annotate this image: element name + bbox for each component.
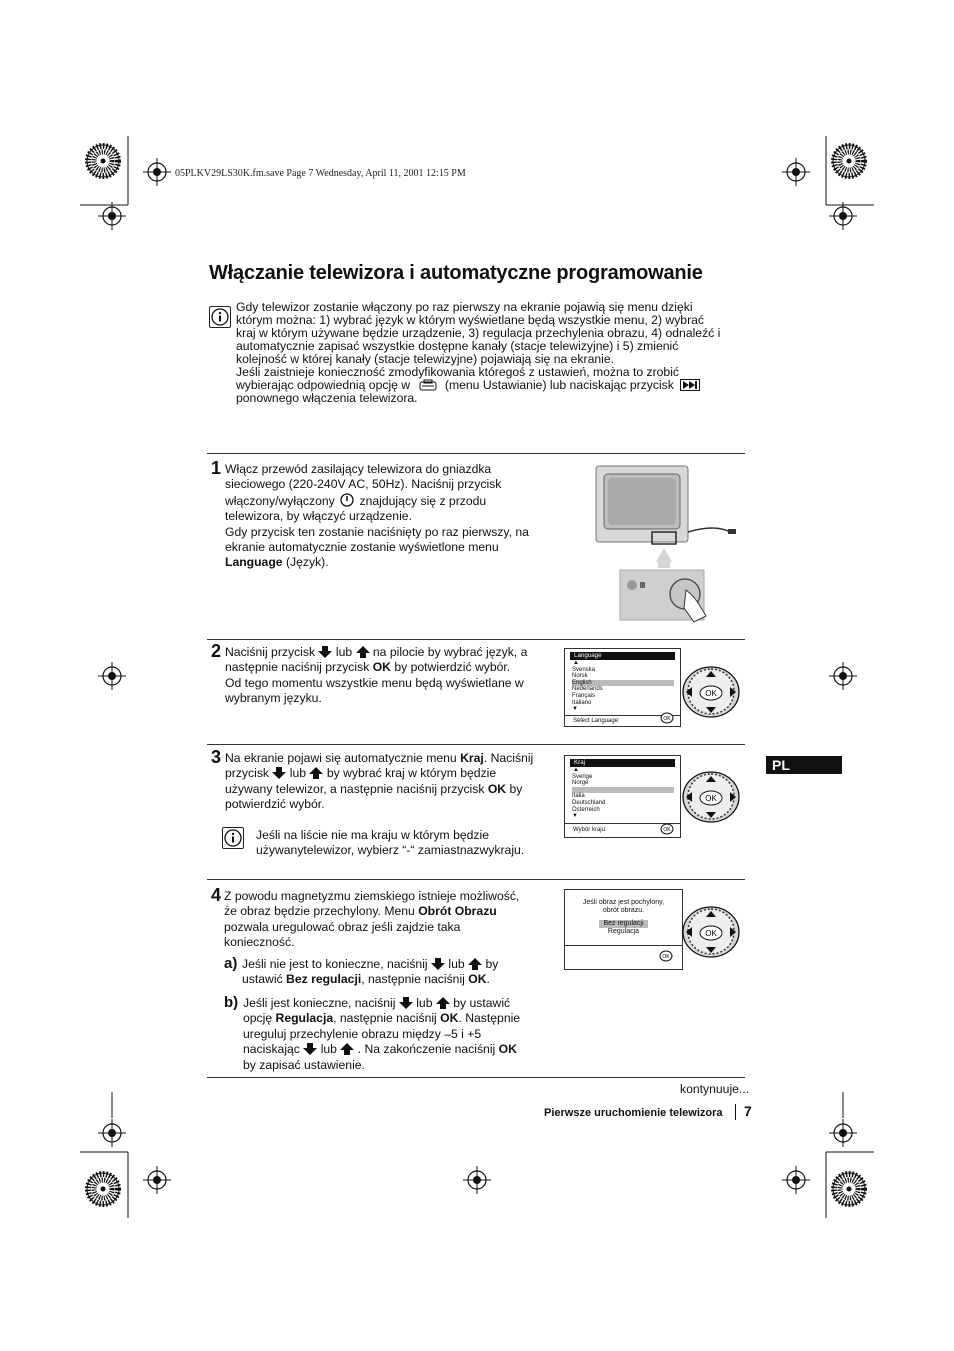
- language-menu: Language ▲ Svenska Norsk English Nederlands Français Italiano ▼ Select Language: OK: [564, 648, 681, 727]
- step4a-label: a): [224, 955, 238, 972]
- step4-number: 4: [211, 885, 222, 905]
- file-header: 05PLKV29LS30K.fm.save Page 7 Wednesday, April 11, 2001 12:15 PM: [175, 168, 466, 179]
- step2-number: 2: [211, 641, 222, 661]
- up-arrow-icon: [436, 997, 450, 1009]
- language-menu-title: Language: [570, 652, 675, 660]
- step2-rule: [207, 639, 745, 640]
- language-menu-footer: Select Language:: [565, 715, 680, 727]
- language-tab: PL: [766, 756, 842, 774]
- svg-text:OK: OK: [705, 689, 717, 698]
- step1-rule: [207, 453, 745, 454]
- svg-text:OK: OK: [663, 827, 671, 833]
- page-title: Włączanie telewizora i automatyczne programowanie: [209, 262, 703, 284]
- ok-small-icon: [660, 712, 674, 724]
- menu-item-selected: English: [572, 680, 674, 687]
- svg-text:OK: OK: [705, 929, 717, 938]
- menu-item: Svenska: [572, 666, 596, 673]
- info-icon: [222, 827, 244, 849]
- footer-divider: [735, 1104, 736, 1120]
- menu-item-selected: -: [572, 787, 674, 794]
- step1-number: 1: [211, 458, 222, 478]
- setup-menu-icon: [418, 379, 438, 391]
- menu-item: Österreich: [572, 806, 600, 813]
- footer-section: Pierwsze uruchomienie telewizora: [544, 1107, 723, 1119]
- ok-small-icon: [660, 823, 674, 835]
- power-icon: [340, 493, 354, 507]
- tv-illustration: [590, 462, 750, 624]
- step4b-label: b): [224, 994, 239, 1011]
- down-arrow-icon: [318, 646, 332, 658]
- menu-item: Norsk: [572, 673, 588, 680]
- down-arrow-icon: [303, 1043, 317, 1055]
- step3-rule: [207, 744, 745, 745]
- menu-item: Nederlands: [572, 686, 603, 693]
- up-arrow-icon: [468, 958, 482, 970]
- down-arrow-icon: [431, 958, 445, 970]
- step4-rule: [207, 879, 745, 880]
- tilt-menu: Jeśli obraz jest pochylony, obrót obrazu. Bez regulacji Regulacja OK: [564, 889, 683, 970]
- step4a-text: Jeśli nie jest to konieczne, naciśnij lub by ustawić Bez regulacji, następnie naciśnij OK.: [242, 957, 499, 987]
- svg-text:OK: OK: [662, 954, 670, 960]
- ok-small-icon: [659, 950, 673, 962]
- info-icon: [209, 306, 231, 328]
- step3-note: Jeśli na liście nie ma kraju w którym będzie używanytelewizor, wybierz “-“ zamiastnazwykraju.: [256, 828, 525, 858]
- up-arrow-icon: [356, 646, 370, 658]
- down-arrow-icon: [272, 767, 286, 779]
- menu-item: Norge: [572, 780, 589, 787]
- svg-text:OK: OK: [663, 716, 671, 722]
- menu-item: Italia: [572, 793, 585, 800]
- ok-button-pad-icon: [682, 906, 740, 958]
- intro-text: Gdy telewizor zostanie włączony po raz pierwszy na ekranie pojawią się menu dzięki którym można: 1) wybrać język w którym wyświetlane będą wszystkie menu, 2) wybrać kraj w którym używane będzie urządzenie, 3) regulacja przechylenia obrazu, 4) odnaleźć i automatycznie zapisać wszystkie dostępne kanały (stacje telewizyjne) i 5) zmienić kolejność w której kanały (stacje telewizyjne) pojawiają się na ekranie. Jeśli zaistnieje konieczność zmodyfikowania któregoś z ustawień, można to zrobić wybierając odpowiednią opcję w (menu Ustawianie) lub naciskając przycisk ponownego włączenia telewizora.: [236, 300, 721, 405]
- step4-text: Z powodu magnetyzmu ziemskiego istnieje możliwość, że obraz będzie przechylony. Menu Obrót Obrazu pozwala uregulować obraz jeśli zajdzie taka konieczność.: [224, 889, 520, 950]
- menu-item-selected: Bez regulacji: [599, 920, 647, 928]
- continues-note: kontynuuje...: [680, 1082, 750, 1096]
- menu-item: Regulacja: [607, 928, 640, 935]
- down-arrow-icon: [399, 997, 413, 1009]
- step1-text: Włącz przewód zasilający telewizora do gniazdka sieciowego (220-240V AC, 50Hz). Naciśnij przycisk włączony/wyłączony znajdujący się z przodu telewizora, by włączyć urządzenie. Gdy przycisk ten zostanie naciśnięty po raz pierwszy, na ekranie automatycznie zostanie wyświetlone menu Language (Język).: [225, 462, 529, 570]
- country-menu: Kraj ▲ Sverige Norge - Italia Deutschland Österreich ▼ Wybór kraju: OK: [564, 755, 681, 838]
- menu-item: Sverige: [572, 773, 593, 780]
- page-number: 7: [744, 1103, 752, 1119]
- up-arrow-icon: [309, 767, 323, 779]
- country-menu-title: Kraj: [570, 759, 675, 767]
- menu-item: Deutschland: [572, 799, 606, 806]
- svg-text:OK: OK: [705, 794, 717, 803]
- menu-item: Italiano: [572, 699, 592, 706]
- step3-text: Na ekranie pojawi się automatycznie menu Kraj. Naciśnij przycisk lub by wybrać kraj w którym będzie używany telewizor, a następnie naciśnij przycisk OK by potwierdzić wybór.: [225, 751, 534, 812]
- menu-item: Français: [572, 692, 596, 699]
- fast-forward-icon: [680, 379, 700, 391]
- country-menu-footer: Wybór kraju:: [565, 823, 680, 837]
- ok-button-pad-icon: [682, 771, 740, 823]
- bottom-rule: [207, 1077, 745, 1078]
- up-arrow-icon: [340, 1043, 354, 1055]
- step4b-text: Jeśli jest konieczne, naciśnij lub by ustawić opcję Regulacja, następnie naciśnij OK. Następnie ureguluj przechylenie obrazu między –5 i +5 naciskając lub . Na zakończenie naciśnij OK by zapisać ustawienie.: [243, 996, 521, 1072]
- ok-button-pad-icon: [682, 666, 740, 718]
- step2-text: Naciśnij przycisk lub na pilocie by wybrać język, a następnie naciśnij przycisk OK by potwierdzić wybór. Od tego momentu wszystkie menu będą wyświetlane w wybranym języku.: [225, 645, 528, 706]
- step3-number: 3: [211, 747, 222, 767]
